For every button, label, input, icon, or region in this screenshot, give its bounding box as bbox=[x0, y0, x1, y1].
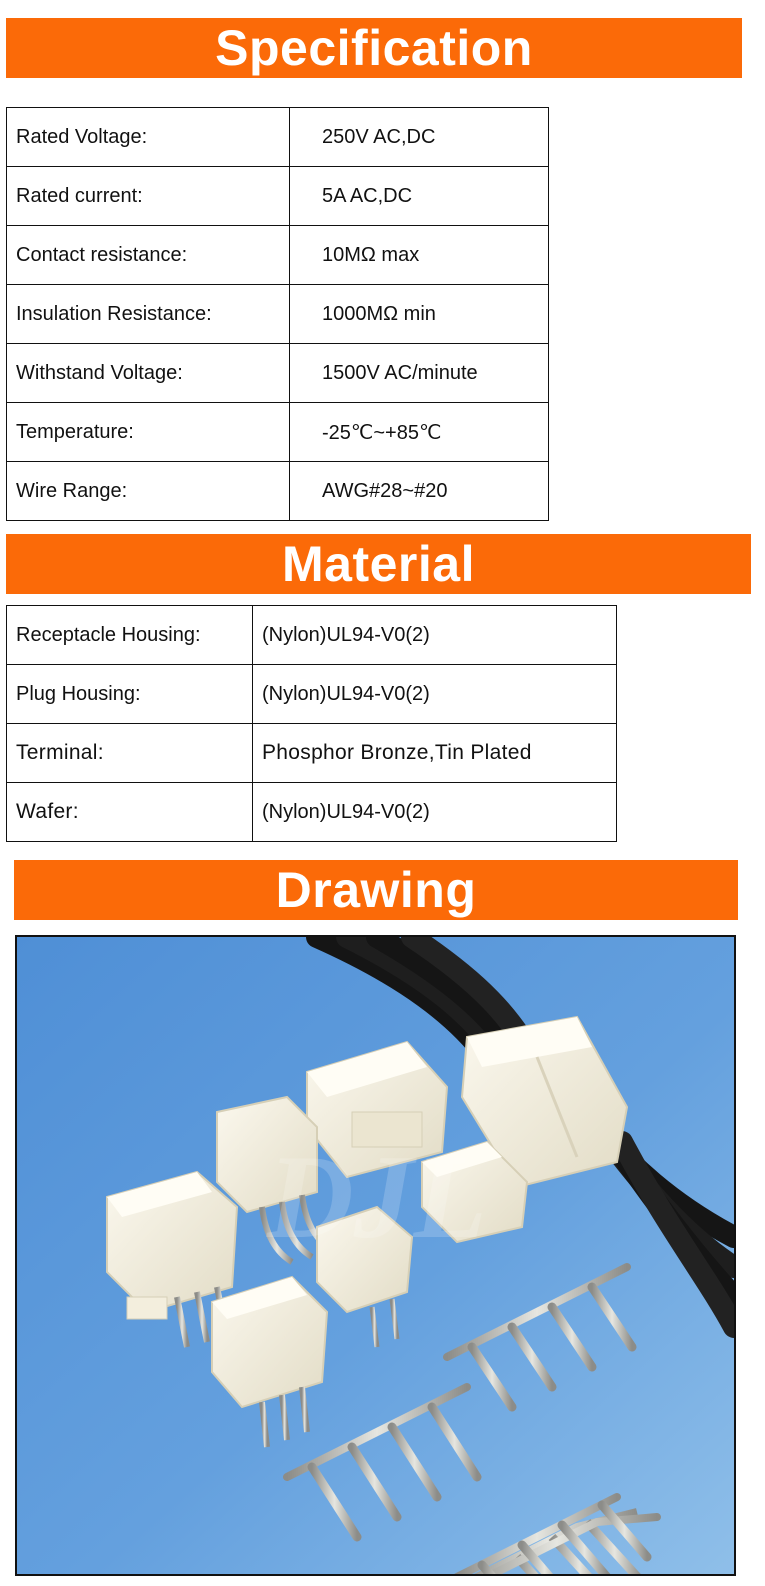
table-row bbox=[7, 462, 549, 521]
product-photo bbox=[15, 935, 736, 1576]
specification-table bbox=[6, 107, 549, 521]
table-row bbox=[7, 606, 617, 665]
drawing-heading: Drawing bbox=[275, 862, 477, 918]
spec-label: Wire Range: bbox=[7, 462, 290, 521]
material-banner bbox=[6, 534, 751, 594]
table-row bbox=[7, 344, 549, 403]
table-row bbox=[7, 167, 549, 226]
table-row bbox=[7, 403, 549, 462]
spec-label: Contact resistance: bbox=[7, 226, 290, 285]
spec-label: Rated current: bbox=[7, 167, 290, 226]
table-row bbox=[7, 665, 617, 724]
spec-label: Rated Voltage: bbox=[7, 108, 290, 167]
drawing-banner bbox=[14, 860, 738, 920]
watermark: DJL bbox=[267, 1130, 487, 1263]
material-label: Receptacle Housing: bbox=[7, 606, 253, 665]
spec-value: 1000MΩ min bbox=[290, 285, 549, 344]
material-value: (Nylon)UL94-V0(2) bbox=[253, 606, 617, 665]
table-row bbox=[7, 724, 617, 783]
material-label: Terminal: bbox=[7, 724, 253, 783]
spec-value: 1500V AC/minute bbox=[290, 344, 549, 403]
spec-label: Withstand Voltage: bbox=[7, 344, 290, 403]
specification-banner bbox=[6, 18, 742, 78]
spec-value: 5A AC,DC bbox=[290, 167, 549, 226]
material-label: Plug Housing: bbox=[7, 665, 253, 724]
spec-value: -25℃~+85℃ bbox=[290, 403, 549, 462]
connector-illustration bbox=[17, 937, 734, 1574]
spec-value: 250V AC,DC bbox=[290, 108, 549, 167]
spec-label: Insulation Resistance: bbox=[7, 285, 290, 344]
material-value: (Nylon)UL94-V0(2) bbox=[253, 783, 617, 842]
spec-value: 10MΩ max bbox=[290, 226, 549, 285]
material-label: Wafer: bbox=[7, 783, 253, 842]
spec-value: AWG#28~#20 bbox=[290, 462, 549, 521]
material-heading: Material bbox=[282, 536, 475, 592]
spec-label: Temperature: bbox=[7, 403, 290, 462]
table-row bbox=[7, 783, 617, 842]
material-table bbox=[6, 605, 617, 842]
table-row bbox=[7, 285, 549, 344]
material-value: Phosphor Bronze,Tin Plated bbox=[253, 724, 617, 783]
material-value: (Nylon)UL94-V0(2) bbox=[253, 665, 617, 724]
table-row bbox=[7, 226, 549, 285]
table-row bbox=[7, 108, 549, 167]
specification-heading: Specification bbox=[215, 20, 533, 76]
